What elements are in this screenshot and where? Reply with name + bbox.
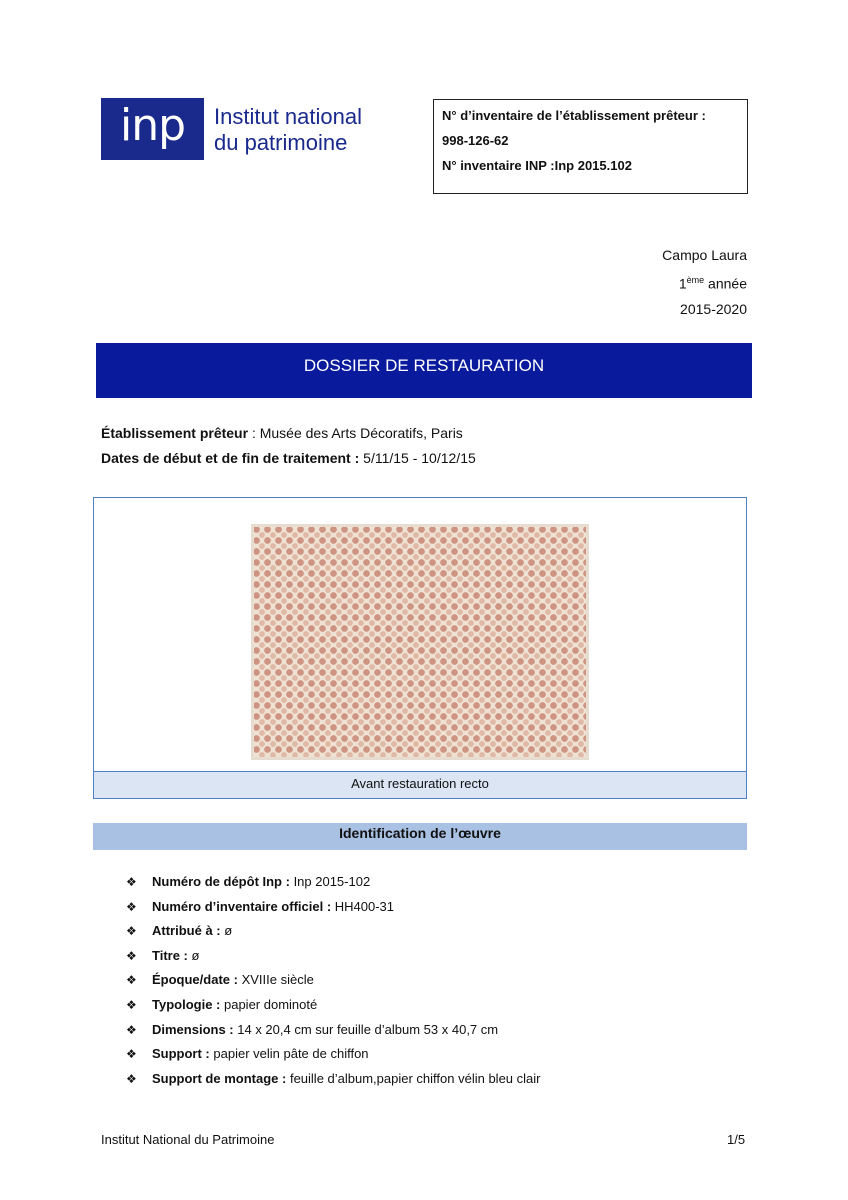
item-value: ø bbox=[191, 947, 200, 963]
item-value: XVIIIe siècle bbox=[241, 972, 314, 988]
inp-inventory-label: N° inventaire INP : bbox=[442, 158, 555, 173]
document-title-banner: DOSSIER DE RESTAURATION bbox=[96, 343, 752, 398]
lender-inventory-label: N° d’inventaire de l’établissement prêteur : bbox=[442, 108, 706, 123]
lender-info bbox=[101, 421, 476, 471]
year-word: année bbox=[704, 275, 747, 292]
treatment-dates-line bbox=[101, 446, 476, 471]
identification-item bbox=[126, 944, 540, 969]
diamond-bullet-icon: ❖ bbox=[126, 948, 137, 963]
year-superscript: ème bbox=[686, 275, 705, 285]
identification-item bbox=[126, 919, 540, 944]
treatment-dates-value: 5/11/15 - 10/12/15 bbox=[363, 450, 476, 466]
logo-line-1: Institut national bbox=[214, 104, 362, 129]
item-value: HH400-31 bbox=[334, 898, 395, 914]
inp-inventory-value: Inp 2015.102 bbox=[554, 158, 632, 173]
identification-item bbox=[126, 993, 540, 1018]
diamond-bullet-icon: ❖ bbox=[126, 1047, 137, 1062]
identification-heading: Identification de l’œuvre bbox=[93, 823, 747, 850]
identification-item bbox=[126, 870, 540, 895]
lender-inventory-value: 998-126-62 bbox=[442, 133, 509, 148]
treatment-dates-label: Dates de début et de fin de traitement : bbox=[101, 450, 364, 466]
logo-line-2: du patrimoine bbox=[214, 130, 348, 155]
item-label: Support de montage : bbox=[152, 1070, 290, 1086]
item-label: Numéro de dépôt Inp : bbox=[152, 874, 294, 889]
item-label: Typologie : bbox=[152, 996, 224, 1012]
footer-institution: Institut National du Patrimoine bbox=[101, 1132, 275, 1147]
item-value: ø bbox=[224, 923, 233, 939]
diamond-bullet-icon: ❖ bbox=[126, 1022, 137, 1037]
diamond-bullet-icon: ❖ bbox=[126, 997, 137, 1012]
item-value: papier dominoté bbox=[223, 996, 318, 1012]
artwork-photo bbox=[251, 524, 589, 760]
author-name: Campo Laura bbox=[662, 247, 747, 263]
item-label: Titre : bbox=[152, 947, 192, 963]
identification-item bbox=[126, 1067, 540, 1092]
item-label: Dimensions : bbox=[152, 1021, 238, 1037]
item-value: feuille d’album,papier chiffon vélin bleu clair bbox=[289, 1070, 541, 1086]
item-label: Époque/date : bbox=[152, 972, 242, 988]
identification-item bbox=[126, 1018, 540, 1043]
item-value: papier velin pâte de chiffon bbox=[213, 1046, 369, 1062]
diamond-bullet-icon: ❖ bbox=[126, 1071, 137, 1086]
photo-caption: Avant restauration recto bbox=[93, 771, 747, 799]
inp-logo: inp bbox=[101, 98, 204, 160]
identification-list bbox=[126, 870, 540, 1091]
inp-inventory-line bbox=[442, 153, 739, 178]
page-number: 1/5 bbox=[727, 1132, 746, 1147]
identification-item bbox=[126, 895, 540, 920]
diamond-bullet-icon: ❖ bbox=[126, 899, 137, 914]
identification-item bbox=[126, 968, 540, 993]
item-label: Support : bbox=[152, 1046, 214, 1062]
item-value: 14 x 20,4 cm sur feuille d’album 53 x 40,7 cm bbox=[237, 1021, 499, 1037]
inventory-box bbox=[433, 99, 748, 194]
item-label: Numéro d’inventaire officiel : bbox=[152, 898, 335, 914]
logo-wordmark bbox=[214, 104, 362, 156]
author-block bbox=[662, 243, 747, 322]
establishment-label: Établissement prêteur bbox=[101, 425, 249, 441]
identification-item bbox=[126, 1042, 540, 1067]
diamond-bullet-icon: ❖ bbox=[126, 924, 137, 939]
author-year bbox=[662, 268, 747, 297]
diamond-bullet-icon: ❖ bbox=[126, 973, 137, 988]
establishment-line bbox=[101, 421, 476, 446]
establishment-value: : Musée des Arts Décoratifs, Paris bbox=[248, 425, 463, 441]
year-number: 1 bbox=[678, 275, 687, 292]
item-value: Inp 2015-102 bbox=[293, 874, 371, 889]
diamond-bullet-icon: ❖ bbox=[126, 875, 137, 889]
item-label: Attribué à : bbox=[152, 923, 225, 939]
author-period: 2015-2020 bbox=[680, 300, 747, 317]
